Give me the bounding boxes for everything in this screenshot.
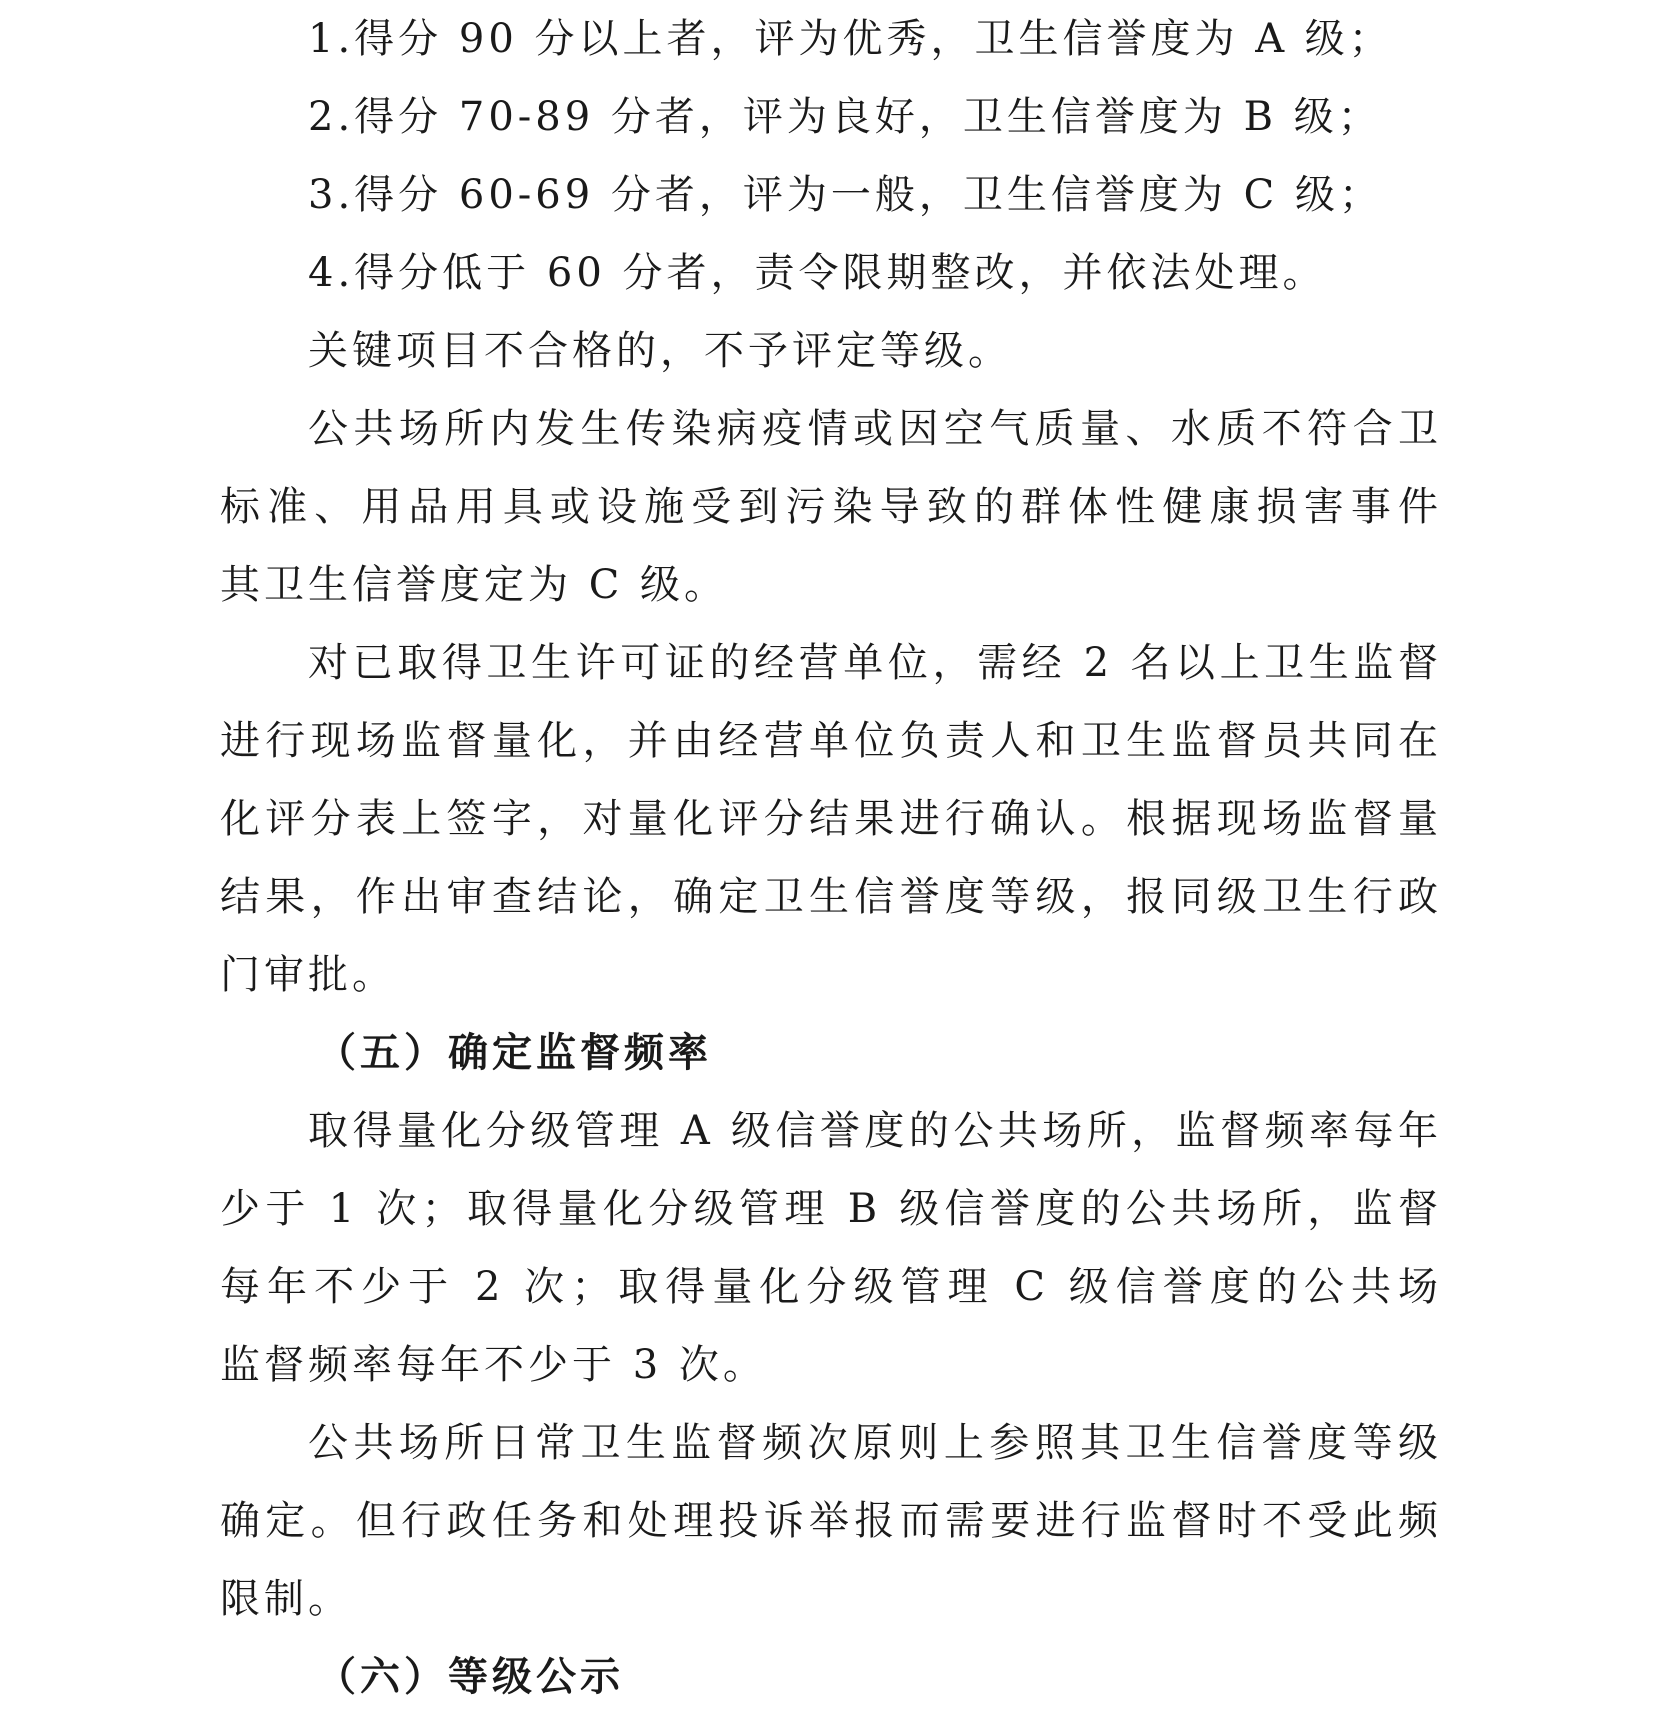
paragraph-line: 结果，作出审查结论，确定卫生信誉度等级，报同级卫生行政 <box>220 874 1442 920</box>
paragraph-line: 少于 1 次；取得量化分级管理 B 级信誉度的公共场所，监督 <box>220 1186 1442 1232</box>
paragraph-line: 化评分表上签字，对量化评分结果进行确认。根据现场监督量 <box>220 796 1442 842</box>
section-heading-5: （五）确定监督频率 <box>316 1030 712 1076</box>
grade-c-item: 3.得分 60-69 分者，评为一般，卫生信誉度为 C 级； <box>308 172 1383 218</box>
paragraph-line: 公共场所内发生传染病疫情或因空气质量、水质不符合卫 <box>308 406 1442 452</box>
grade-a-item: 1.得分 90 分以上者，评为优秀，卫生信誉度为 A 级； <box>308 16 1393 62</box>
paragraph-line: 门审批。 <box>220 952 396 998</box>
paragraph-line: 取得量化分级管理 A 级信誉度的公共场所，监督频率每年 <box>308 1108 1442 1154</box>
paragraph-line: 进行现场监督量化，并由经营单位负责人和卫生监督员共同在 <box>220 718 1442 764</box>
paragraph-line: 确定。但行政任务和处理投诉举报而需要进行监督时不受此频 <box>220 1498 1442 1544</box>
paragraph-line: 标准、用品用具或设施受到污染导致的群体性健康损害事件 <box>220 484 1442 530</box>
document-page <box>220 0 1442 1716</box>
paragraph-line: 每年不少于 2 次；取得量化分级管理 C 级信誉度的公共场 <box>220 1264 1442 1310</box>
section-heading-6: （六）等级公示 <box>316 1654 624 1700</box>
paragraph-line: 监督频率每年不少于 3 次。 <box>220 1342 767 1388</box>
paragraph-line: 限制。 <box>220 1576 352 1622</box>
below-60-item: 4.得分低于 60 分者，责令限期整改，并依法处理。 <box>308 250 1327 296</box>
key-item-note: 关键项目不合格的，不予评定等级。 <box>308 328 1012 374</box>
grade-b-item: 2.得分 70-89 分者，评为良好，卫生信誉度为 B 级； <box>308 94 1382 140</box>
paragraph-line: 公共场所日常卫生监督频次原则上参照其卫生信誉度等级 <box>308 1420 1442 1466</box>
paragraph-line: 对已取得卫生许可证的经营单位，需经 2 名以上卫生监督 <box>308 640 1442 686</box>
paragraph-line: 其卫生信誉度定为 C 级。 <box>220 562 729 608</box>
